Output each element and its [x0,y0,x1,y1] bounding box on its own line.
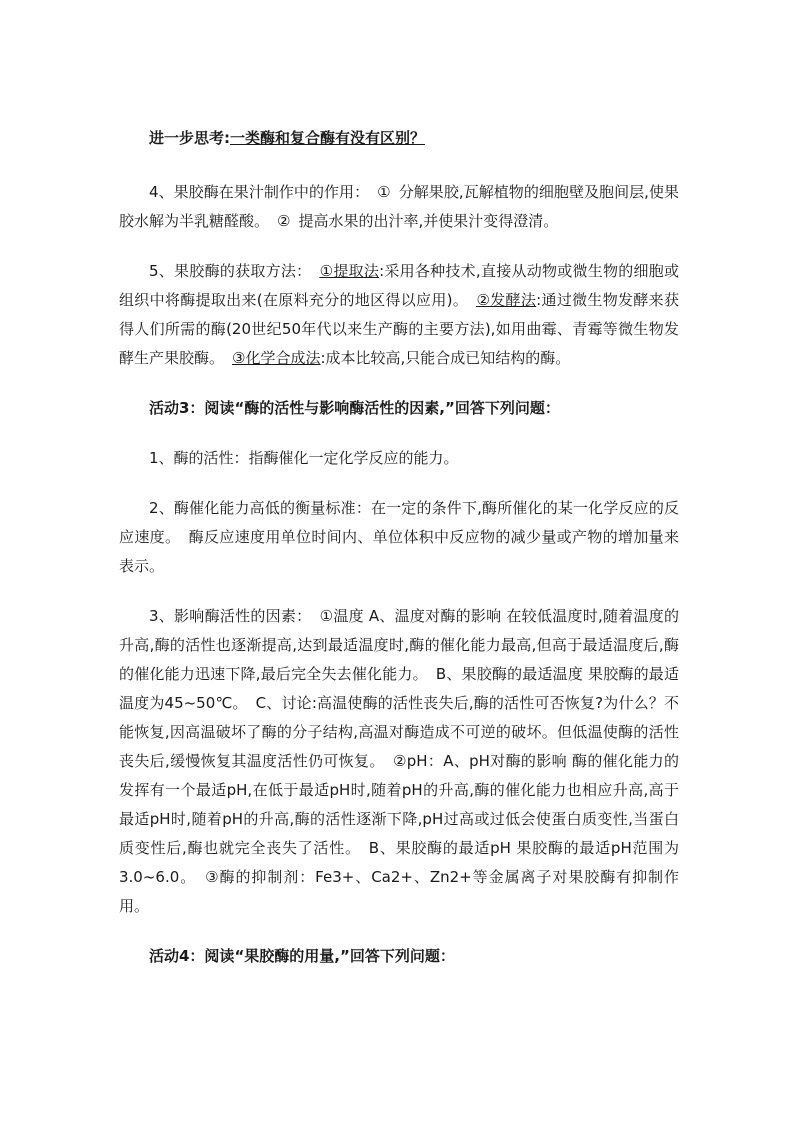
item-5-paragraph [119,257,679,373]
method-extraction-text: :采用各种技术,直接从动物或微生物的细胞或组织中将酶提取出来(在原料充分的地区得以应用)。 [119,262,680,309]
factor-temperature: ①温度 A、温度对酶的影响 在较低温度时,随着温度的升高,酶的活性也逐渐提高,达到最适温度时,酶的催化能力最高,但高于最适温度后,酶的催化能力迅速下降,最后完全失去催化能力。 [119,607,680,683]
document-body [119,124,679,992]
item-4-mark-2: ② [277,212,291,230]
item-4-text-1: 分解果胶,瓦解植物的细胞壁及胞间层,使果胶水解为半乳糖醛酸。 [119,183,679,230]
item-4-text-2: 提高水果的出汁率,并使果汁变得澄清。 [298,212,559,230]
factor-ph-optimum: B、果胶酶的最适pH 果胶酶的最适pH范围为3.0~6.0。 [119,839,679,886]
activity-3-item-1: 1、酶的活性：指酶催化一定化学反应的能力。 [149,449,459,467]
method-synthesis-label: ③化学合成法 [232,349,321,367]
method-fermentation-label: ②发酵法 [476,291,537,309]
item-4-title: 4、果胶酶在果汁制作中的作用： [149,183,370,201]
factor-temperature-discussion: C、讨论:高温使酶的活性丧失后,酶的活性可否恢复?为什么？不能恢复,因高温破坏了酶的分子结构,高温对酶造成不可逆的破坏。但低温使酶的活性丧失后,缓慢恢复其温度活性仍可恢复。 [119,694,680,770]
item-5-title: 5、果胶酶的获取方法： [149,262,312,280]
activity-3-item-3 [119,602,679,921]
method-fermentation-text: :通过微生物发酵来获得人们所需的酶(20世纪50年代以来生产酶的主要方法),如用曲霉、青霉等微生物发酵生产果胶酶。 [119,291,679,367]
activity-4-heading: 活动4：阅读“果胶酶的用量,”回答下列问题： [149,947,455,965]
item-4-mark-1: ① [377,183,391,201]
item-4-paragraph [119,178,679,236]
method-extraction-label: ①提取法 [319,262,380,280]
factor-ph: ②pH：A、pH对酶的影响 酶的催化能力的发挥有一个最适pH,在低于最适pH时,随着pH的升高,酶的催化能力也相应升高,高于最适pH时,随着pH的升高,酶的活性逐渐下降,pH过高或过低会使蛋白质变性,当蛋白质变性后,酶也就完全丧失了活性。 [119,752,679,857]
activity-3-item-2-text-2: 酶反应速度用单位时间内、单位体积中反应物的减少量或产物的增加量来表示。 [119,528,679,575]
activity-3-item-2-text-1: 2、酶催化能力高低的衡量标准：在一定的条件下,酶所催化的某一化学反应的反应速度。 [119,499,679,546]
activity-3-item-2 [119,494,679,581]
factor-inhibitor: ③酶的抑制剂：Fe3+、Ca2+、Zn2+等金属离子对果胶酶有抑制作用。 [119,868,679,915]
factor-temperature-optimum: B、果胶酶的最适温度 果胶酶的最适温度为45~50℃。 [119,665,679,712]
activity-3-item-3-title: 3、影响酶活性的因素： [149,607,312,625]
further-thinking-question: 一类酶和复合酶有没有区别？ [230,129,426,147]
further-thinking-label: 进一步思考: [149,129,230,147]
activity-3-heading: 活动3：阅读“酶的活性与影响酶活性的因素,”回答下列问题： [149,399,560,417]
further-thinking [119,124,679,153]
method-synthesis-text: :成本比较高,只能合成已知结构的酶。 [320,349,571,367]
